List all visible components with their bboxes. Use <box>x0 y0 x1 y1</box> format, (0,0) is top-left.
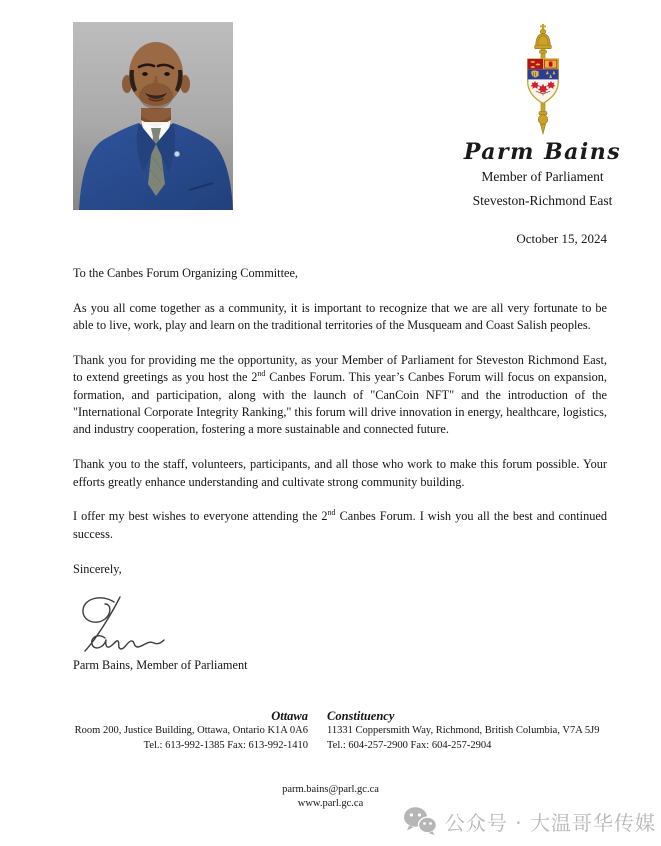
paragraph-forum-greeting <box>73 352 607 439</box>
ottawa-phone: Tel.: 613-992-1385 Fax: 613-992-1410 <box>143 739 308 751</box>
signoff-name: Parm Bains, Member of Parliament <box>73 658 248 673</box>
paragraph-text: Thank you for providing me the opportunity, as your Member of Parliament for Steveston Richmond East, to extend greetings as you host the 2 <box>73 352 607 385</box>
salutation: To the Canbes Forum Organizing Committee, <box>73 265 299 280</box>
paragraph-best-wishes <box>73 508 607 543</box>
wechat-watermark <box>403 806 656 836</box>
mp-portrait-photo <box>73 22 233 210</box>
email-address: parm.bains@parl.gc.ca <box>282 784 379 795</box>
paragraph-text: Canbes Forum. I wish you all the best and continued success. <box>73 509 607 541</box>
mp-riding: Steveston-Richmond East <box>472 193 613 208</box>
ordinal-superscript: nd <box>257 369 266 379</box>
letter-date: October 15, 2024 <box>516 231 607 246</box>
paragraph-territorial-acknowledgement: As you all come together as a community, it is important to recognize that we are all very fortunate to be able to live, work, play and learn on the traditional territories of the Musqueam and Coast Salish peoples. <box>73 300 607 332</box>
website-url: www.parl.gc.ca <box>297 798 364 809</box>
ottawa-address: Room 200, Justice Building, Ottawa, Ontario K1A 0A6 <box>74 725 308 736</box>
constituency-phone: Tel.: 604-257-2900 Fax: 604-257-2904 <box>327 739 492 751</box>
ordinal-superscript: nd <box>327 508 336 518</box>
wechat-icon <box>403 806 437 836</box>
watermark-text: 公众号 · 大温哥华传媒 <box>444 810 656 835</box>
mp-title: Member of Parliament <box>481 169 604 184</box>
paragraph-text: Canbes Forum. This year’s Canbes Forum will focus on expansion, formation, and participation, along with the launch of "CanCoin NFT" and the introduction of the "International Corporate Integrity Ranking," this forum will drive innovation in energy, healthcare, logistics, and industry cooperation, fostering a more sustainable and connected future. <box>73 370 607 437</box>
paragraph-thanks: Thank you to the staff, volunteers, participants, and all those who work to make this forum possible. Your efforts greatly enhance understanding and cultivate strong community building. <box>73 457 607 489</box>
ottawa-office-block <box>0 709 308 753</box>
letter-body <box>73 230 607 692</box>
handwritten-signature <box>74 595 174 653</box>
constituency-heading: Constituency <box>327 709 395 723</box>
mp-name-script: Parm Bains <box>463 139 622 165</box>
house-of-commons-mace-crest-icon <box>521 24 565 137</box>
constituency-office-block <box>327 709 627 753</box>
ottawa-heading: Ottawa <box>271 709 308 723</box>
letterhead <box>440 24 645 209</box>
constituency-address: 11331 Coppersmith Way, Richmond, British Columbia, V7A 5J9 <box>327 725 600 736</box>
closing: Sincerely, <box>73 561 122 576</box>
paragraph-text: I offer my best wishes to everyone attending the 2 <box>73 509 328 524</box>
